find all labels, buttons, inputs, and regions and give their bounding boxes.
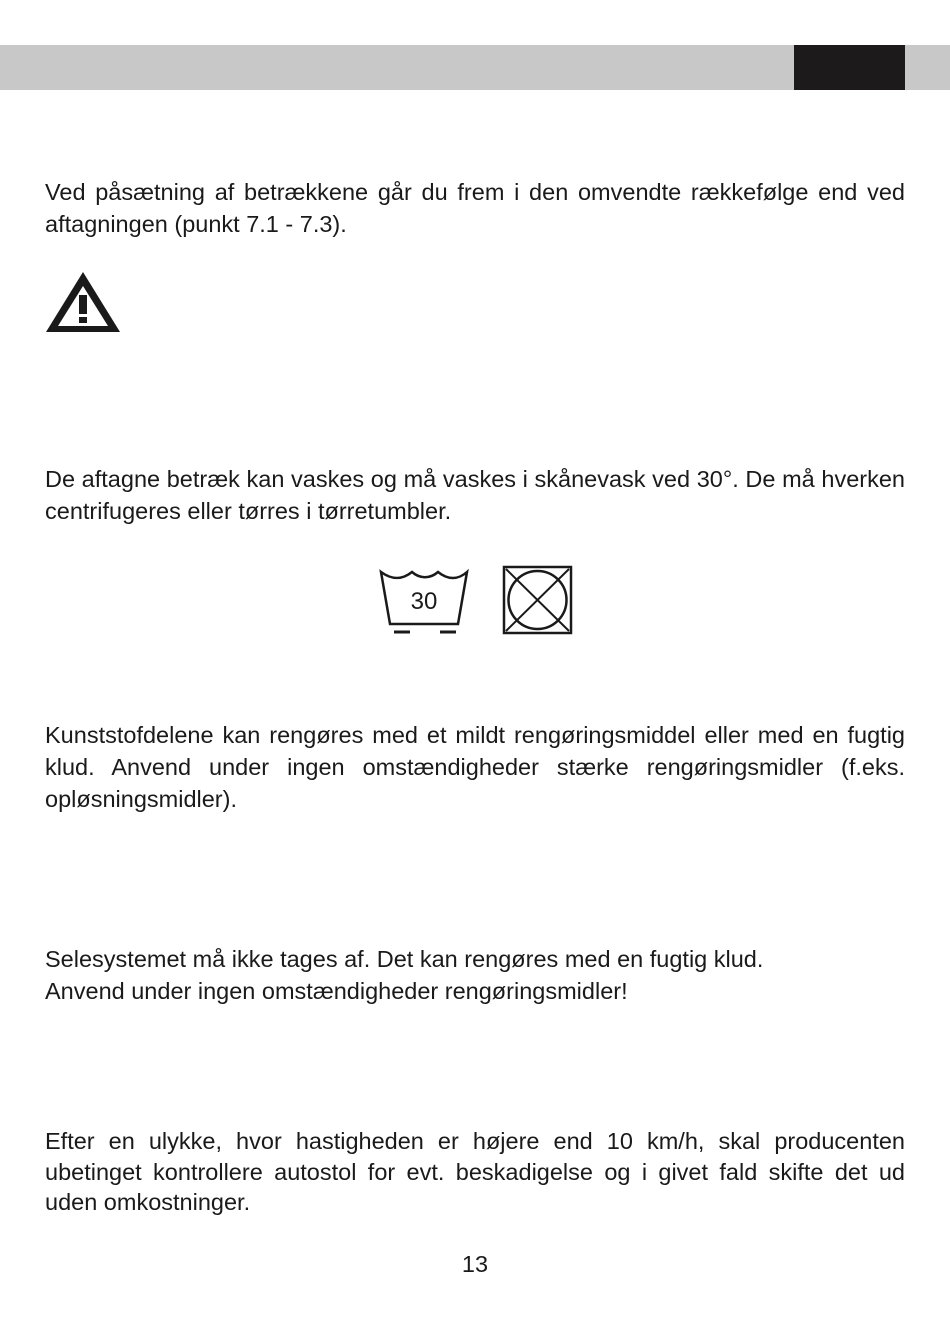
paragraph-harness-line-1: Selesystemet må ikke tages af. Det kan rengøres med en fugtig klud. xyxy=(45,946,764,972)
warning-triangle-icon xyxy=(45,270,121,334)
wash-temperature-label: 30 xyxy=(410,588,438,615)
paragraph-harness-line-2: Anvend under ingen omstændigheder rengøringsmidler! xyxy=(45,978,628,1004)
paragraph-after-accident: Efter en ulykke, hvor hastigheden er højere end 10 km/h, skal producenten ubetinget kontrollere autostol for evt. beskadigelse og i givet fald skifte det ud uden omkostninger. xyxy=(45,1128,905,1215)
header-tab-block xyxy=(794,45,905,90)
paragraph-reassembly: Ved påsætning af betrækkene går du frem i den omvendte rækkefølge end ved aftagningen (punkt 7.1 - 7.3). xyxy=(45,179,905,237)
paragraph-washing: De aftagne betræk kan vaskes og må vaskes i skånevask ved 30°. De må hverken centrifugeres eller tørres i tørretumbler. xyxy=(45,466,905,524)
paragraph-plastic-parts: Kunststofdelene kan rengøres med et mildt rengøringsmiddel eller med en fugtig klud. Anvend under ingen omstændigheder stærke rengøringsmidler (f.eks. opløsningsmidler). xyxy=(45,722,905,812)
no-tumble-dry-icon xyxy=(501,564,574,636)
page-number: 13 xyxy=(461,1251,489,1277)
